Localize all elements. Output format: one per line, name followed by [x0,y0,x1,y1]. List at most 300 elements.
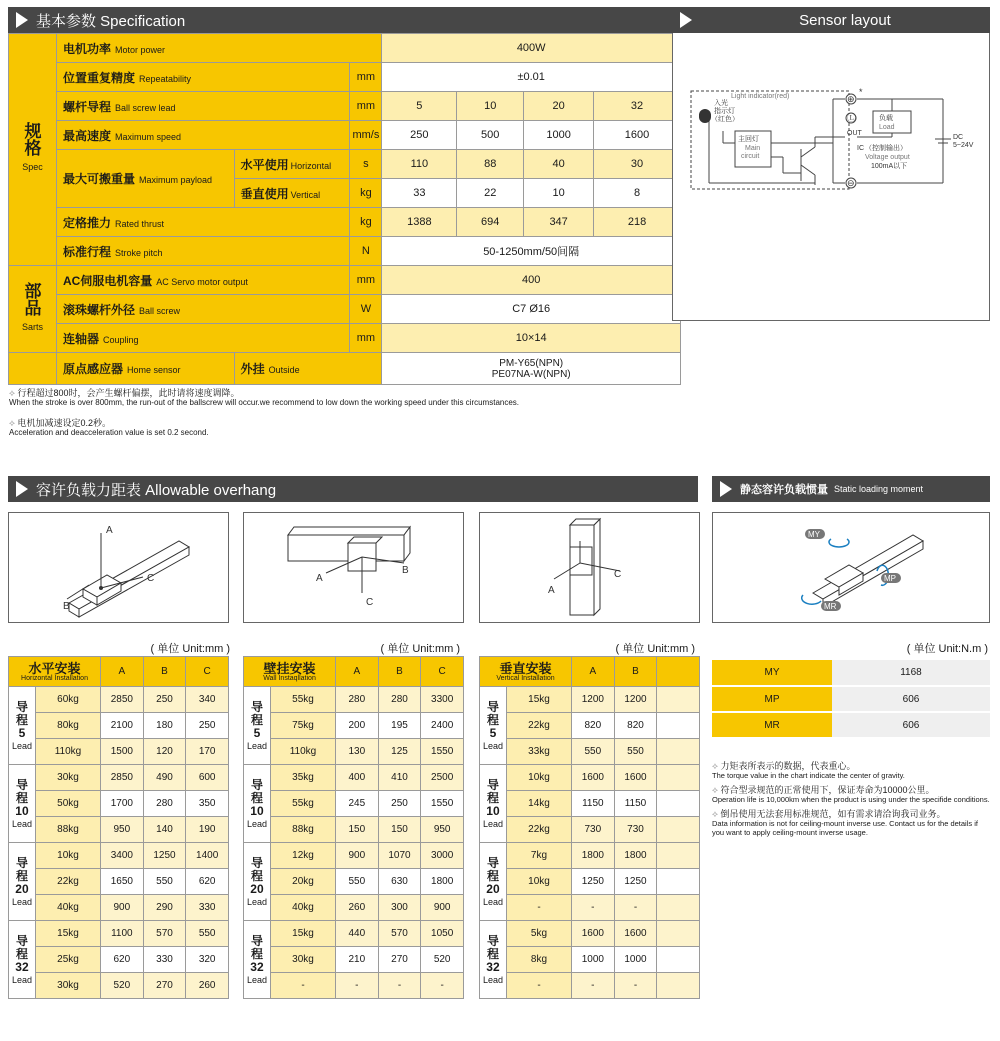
unit-cell: mm [350,324,382,353]
table-row [480,973,700,999]
value-cell: 550 [614,739,657,765]
table-row [244,739,464,765]
empty-cell [657,791,700,817]
value-cell: - [336,973,379,999]
value-cell: 2400 [421,713,464,739]
load-cell: 50kg [35,791,100,817]
home-sensor-mount: 外挂 Outside [234,353,382,385]
value-cell: 1550 [421,739,464,765]
load-cell: 12kg [270,843,335,869]
value-cell: 320 [186,947,229,973]
table-row [9,765,229,791]
value-cell: - [614,895,657,921]
unit-cell: N [350,237,382,266]
lead-cell: 导程 32 Lead [244,921,271,999]
empty-cell [657,869,700,895]
value-cell: 250 [382,121,457,150]
dc-label: DC [953,134,964,141]
overhang-title: 容许负载力距表 Allowable overhang [36,481,277,499]
table-row [244,817,464,843]
unit-horizontal: ( 单位 Unit:mm ) [150,643,230,655]
table-row [480,817,700,843]
static-note-3: ⟡ 倒吊使用无法套用标准规范，如有需求请洽询我司业务。 Data information is not for ceiling-mount inverse use. Contact us for the details if you want to apply ceiling-mount inverse usage. [712,809,978,837]
payload-vertical: 垂直使用 Vertical [234,179,350,208]
value-cell: 2850 [101,765,144,791]
value-cell: 1550 [421,791,464,817]
parts-group-label: 部品 Sarts [9,266,57,353]
value-cell: 820 [572,713,615,739]
value-cell: 1400 [186,843,229,869]
value-cell: 5 [382,92,457,121]
value-cell: 150 [378,817,421,843]
value-cell: 600 [186,765,229,791]
value-cell: 520 [421,947,464,973]
label-a: A [316,573,323,584]
spec-group-label: 规格 Spec [9,34,57,266]
table-row [9,817,229,843]
value-cell: 22 [457,179,524,208]
load-cell: 14kg [506,791,571,817]
lead-cell: 导程 20 Lead [9,843,36,921]
lead-cell: 导程 5 Lead [244,687,271,765]
static-moment-diagram [713,513,989,622]
value-cell: 520 [101,973,144,999]
empty-cell [657,921,700,947]
load-zh: 负载 [879,115,893,122]
value-cell: 410 [378,765,421,791]
load-cell: 10kg [506,765,571,791]
load-cell: 22kg [506,817,571,843]
load-cell: 88kg [35,817,100,843]
static-note-2: ⟡ 符合型录规范的正常使用下，保证寿命为10000公里。 Operation life is 10,000km when the product is using under the specifide conditions. [712,785,990,804]
value-cell: 1600 [614,765,657,791]
sensor-panel [672,33,990,321]
table-row [9,843,229,869]
value-cell: 280 [378,687,421,713]
load-cell: 20kg [270,869,335,895]
lead-cell: 导程 10 Lead [9,765,36,843]
table-row [480,791,700,817]
value-cell: 3000 [421,843,464,869]
value-cell: 1200 [572,687,615,713]
load-cell: 55kg [270,687,335,713]
value-cell: 2500 [421,765,464,791]
ball-screw-value: C7 Ø16 [382,295,681,324]
value-cell: 200 [336,713,379,739]
value-cell: 270 [143,973,186,999]
load-cell: 35kg [270,765,335,791]
value-cell: 490 [143,765,186,791]
value-cell: 1600 [572,921,615,947]
value-cell: 280 [336,687,379,713]
star-mark: * [859,87,863,97]
value-cell: - [614,973,657,999]
value-cell: 1200 [614,687,657,713]
table-row [244,947,464,973]
load-cell: 75kg [270,713,335,739]
l-terminal: Ⓛ [847,113,857,123]
load-cell: 80kg [35,713,100,739]
led-icon [699,109,711,123]
spec-note-1: ⟡ 行程超过800时，会产生螺杆偏摆，此时请将速度调降。 When the stroke is over 800mm, the run-out of the ballscrew will occur.we recommend to low down the working speed under this circumstances. [9,388,520,407]
wall-install-diagram [244,513,463,622]
table-row [480,739,700,765]
empty-cell [657,895,700,921]
row-repeatability: 位置重复精度 Repeatability [56,63,349,92]
ic-zh-label: （控制输出） [865,145,907,152]
value-cell: 3400 [101,843,144,869]
lead-cell: 导程 10 Lead [480,765,507,843]
empty-header [657,657,700,687]
value-cell: 3300 [421,687,464,713]
value-cell: 110 [382,150,457,179]
load-cell: 55kg [270,791,335,817]
empty-cell [657,843,700,869]
unit-wall: ( 单位 Unit:mm ) [380,643,460,655]
value-cell: 900 [336,843,379,869]
row-ball-lead: 螺杆导程 Ball screw lead [56,92,349,121]
value-cell: 1600 [572,765,615,791]
chevron-right-icon [720,481,732,497]
spec-note-2: ⟡ 电机加减速设定0.2秒。 Acceleration and deacceleration value is set 0.2 second. [9,418,209,437]
unit-cell: W [350,295,382,324]
horizontal-diagram [8,512,229,623]
value-cell: 125 [378,739,421,765]
value-cell: 210 [336,947,379,973]
value-cell: 1250 [143,843,186,869]
value-cell: 120 [143,739,186,765]
load-cell: 60kg [35,687,100,713]
load-cell: 30kg [270,947,335,973]
lead-cell: 导程 10 Lead [244,765,271,843]
empty-cell [657,973,700,999]
value-cell: 620 [101,947,144,973]
value-cell: 1600 [594,121,681,150]
home-sensor-value: PM-Y65(NPN) PE07NA-W(NPN) [382,353,681,385]
table-row [244,973,464,999]
value-cell: - [572,895,615,921]
table-row [244,895,464,921]
stroke-value: 50-1250mm/50间隔 [382,237,681,266]
value-cell: 500 [457,121,524,150]
table-row [244,921,464,947]
table-row [480,687,700,713]
my-arrow-icon [829,539,849,547]
col-header-b: B [378,657,421,687]
lead-cell: 导程 32 Lead [480,921,507,999]
my-tag: MY [808,530,820,539]
horizontal-install-diagram [9,513,228,622]
static-row: MR 606 [712,712,990,738]
table-row [9,973,229,999]
value-cell: 1150 [614,791,657,817]
value-cell: 1050 [421,921,464,947]
table-row [9,869,229,895]
row-stroke: 标准行程 Stroke pitch [56,237,349,266]
label-b: B [402,565,409,576]
value-cell: 820 [614,713,657,739]
row-ball-screw: 滚珠螺杆外径 Ball screw [56,295,349,324]
table-row [480,869,700,895]
value-cell: 347 [524,208,594,237]
value-cell: 140 [143,817,186,843]
static-row: MP 606 [712,686,990,712]
table-row [244,843,464,869]
value-cell: 290 [143,895,186,921]
plus-terminal: ⊕ [847,94,855,104]
main-circuit-en2: circuit [741,153,760,160]
value-cell: 1500 [101,739,144,765]
table-row [244,687,464,713]
table-row [9,739,229,765]
voltage-label: Voltage output [865,154,910,161]
value-cell: 1150 [572,791,615,817]
value-cell: 1070 [378,843,421,869]
empty-cell [657,739,700,765]
value-cell: 245 [336,791,379,817]
value-cell: 1800 [614,843,657,869]
sensor-header [672,7,990,33]
value-cell: 340 [186,687,229,713]
empty-cell [657,687,700,713]
label-c: C [614,569,622,580]
label-a: A [548,585,555,596]
table-row [244,869,464,895]
static-title-en: Static loading moment [834,484,924,494]
load-cell: 22kg [506,713,571,739]
table-row [480,843,700,869]
value-cell: 620 [186,869,229,895]
unit-cell: mm [350,266,382,295]
value-cell: 260 [336,895,379,921]
value-cell: - [572,973,615,999]
spec-table [8,33,681,385]
minus-terminal: ⊖ [847,178,855,188]
value-cell: 1600 [614,921,657,947]
value-cell: 170 [186,739,229,765]
value-cell: 900 [421,895,464,921]
install-type-header: 壁挂安装 Wall Instaqllation [244,657,336,687]
table-row [244,765,464,791]
unit-cell: mm/s [350,121,382,150]
table-row [9,921,229,947]
wall-diagram [243,512,464,623]
value-cell: 1000 [524,121,594,150]
value-cell: 150 [336,817,379,843]
repeatability-value: ±0.01 [382,63,681,92]
value-cell: 330 [143,947,186,973]
load-cell: 110kg [35,739,100,765]
value-cell: 550 [143,869,186,895]
value-cell: 40 [524,150,594,179]
lead-cell: 导程 20 Lead [244,843,271,921]
table-row [9,947,229,973]
value-cell: 1650 [101,869,144,895]
vertical-diagram [479,512,700,623]
label-a: A [106,525,113,536]
load-cell: - [270,973,335,999]
value-cell: 10 [524,179,594,208]
load-cell: - [506,973,571,999]
load-cell: 15kg [506,687,571,713]
vertical-table [479,656,700,999]
sensor-circuit-diagram [673,33,989,319]
main-circuit-zh: 主回灯 [738,136,759,143]
row-max-speed: 最高速度 Maximum speed [56,121,349,150]
value-cell: 250 [186,713,229,739]
unit-cell: mm [350,92,382,121]
unit-cell: s [350,150,382,179]
chevron-right-icon [16,12,28,28]
spec-title: 基本参数 Specification [36,12,186,30]
value-cell: 88 [457,150,524,179]
out-label: OUT [847,130,862,137]
label-c: C [366,597,374,608]
row-home-sensor: 原点感应器 Home sensor [56,353,234,385]
table-row [480,921,700,947]
table-row [9,791,229,817]
value-cell: 330 [186,895,229,921]
motor-power-value: 400W [382,34,681,63]
value-cell: 730 [614,817,657,843]
empty-cell [9,353,57,385]
load-cell: 15kg [270,921,335,947]
col-header-a: A [572,657,615,687]
table-row [244,791,464,817]
value-cell: 20 [524,92,594,121]
main-circuit-en1: Main [745,145,761,152]
load-cell: 10kg [506,869,571,895]
value-cell: 1800 [572,843,615,869]
unit-cell: kg [350,208,382,237]
load-en: Load [879,124,895,131]
row-motor-power: 电机功率 Motor power [56,34,381,63]
static-note-1: ⟡ 力矩表所表示的数据，代表重心。 The torque value in the chart indicate the center of gravity. [712,761,905,780]
mp-tag: MP [884,574,896,583]
value-cell: 130 [336,739,379,765]
value-cell: 260 [186,973,229,999]
static-table [712,660,990,739]
light-indicator-label: Light indicator(red) [731,93,790,100]
mr-tag: MR [824,602,837,611]
col-header-b: B [143,657,186,687]
load-cell: 7kg [506,843,571,869]
value-cell: 2100 [101,713,144,739]
value-cell: 550 [572,739,615,765]
static-diagram-panel [712,512,990,623]
unit-vertical: ( 单位 Unit:mm ) [615,643,695,655]
col-header-a: A [101,657,144,687]
table-row [480,713,700,739]
value-cell: 218 [594,208,681,237]
table-row [480,765,700,791]
empty-cell [657,713,700,739]
value-cell: 2850 [101,687,144,713]
col-header-c: C [421,657,464,687]
horizontal-table [8,656,229,999]
row-max-payload: 最大可搬重量 Maximum payload [56,150,234,208]
lead-cell: 导程 20 Lead [480,843,507,921]
table-row [244,713,464,739]
load-cell: 30kg [35,973,100,999]
value-cell: 570 [143,921,186,947]
value-cell: 180 [143,713,186,739]
value-cell: 250 [378,791,421,817]
load-cell: 33kg [506,739,571,765]
install-type-header: 垂直安装 Vertical Installation [480,657,572,687]
load-cell: 40kg [270,895,335,921]
value-cell: 950 [421,817,464,843]
value-cell: 950 [101,817,144,843]
chevron-right-icon [680,12,692,28]
load-cell: - [506,895,571,921]
value-cell: 400 [336,765,379,791]
value-cell: 250 [143,687,186,713]
value-cell: 1100 [101,921,144,947]
value-cell: 550 [186,921,229,947]
table-row [480,895,700,921]
value-cell: 1250 [614,869,657,895]
load-cell: 40kg [35,895,100,921]
static-title-zh: 静态容许负载惯量 [740,484,828,496]
load-cell: 25kg [35,947,100,973]
empty-cell [657,947,700,973]
servo-value: 400 [382,266,681,295]
value-cell: - [378,973,421,999]
value-cell: 1000 [614,947,657,973]
value-cell: 33 [382,179,457,208]
value-cell: 280 [143,791,186,817]
row-coupling: 连轴器 Coupling [56,324,349,353]
value-cell: 1800 [421,869,464,895]
label-c: C [147,573,155,584]
value-cell: - [421,973,464,999]
load-cell: 30kg [35,765,100,791]
empty-cell [657,817,700,843]
value-cell: 900 [101,895,144,921]
value-cell: 1000 [572,947,615,973]
wall-table [243,656,464,999]
value-cell: 694 [457,208,524,237]
load-cell: 15kg [35,921,100,947]
value-cell: 1388 [382,208,457,237]
payload-horizontal: 水平使用 Horizontal [234,150,350,179]
lead-cell: 导程 5 Lead [480,687,507,765]
install-type-header: 水平安装 Horizontal Installation [9,657,101,687]
col-header-c: C [186,657,229,687]
sensor-title: Sensor layout [799,11,891,29]
table-row [480,947,700,973]
table-header-row [9,657,229,687]
value-cell: 32 [594,92,681,121]
value-cell: 550 [336,869,379,895]
value-cell: 1700 [101,791,144,817]
load-cell: 8kg [506,947,571,973]
col-header-a: A [336,657,379,687]
value-cell: 8 [594,179,681,208]
row-rated-thrust: 定格推力 Rated thrust [56,208,349,237]
table-row [9,895,229,921]
ma-label: 100mA以下 [871,163,908,170]
unit-cell: kg [350,179,382,208]
empty-cell [657,765,700,791]
value-cell: 350 [186,791,229,817]
value-cell: 30 [594,150,681,179]
load-cell: 88kg [270,817,335,843]
red-label: （红色） [711,116,739,123]
table-row [9,687,229,713]
static-row: MY 1168 [712,660,990,686]
